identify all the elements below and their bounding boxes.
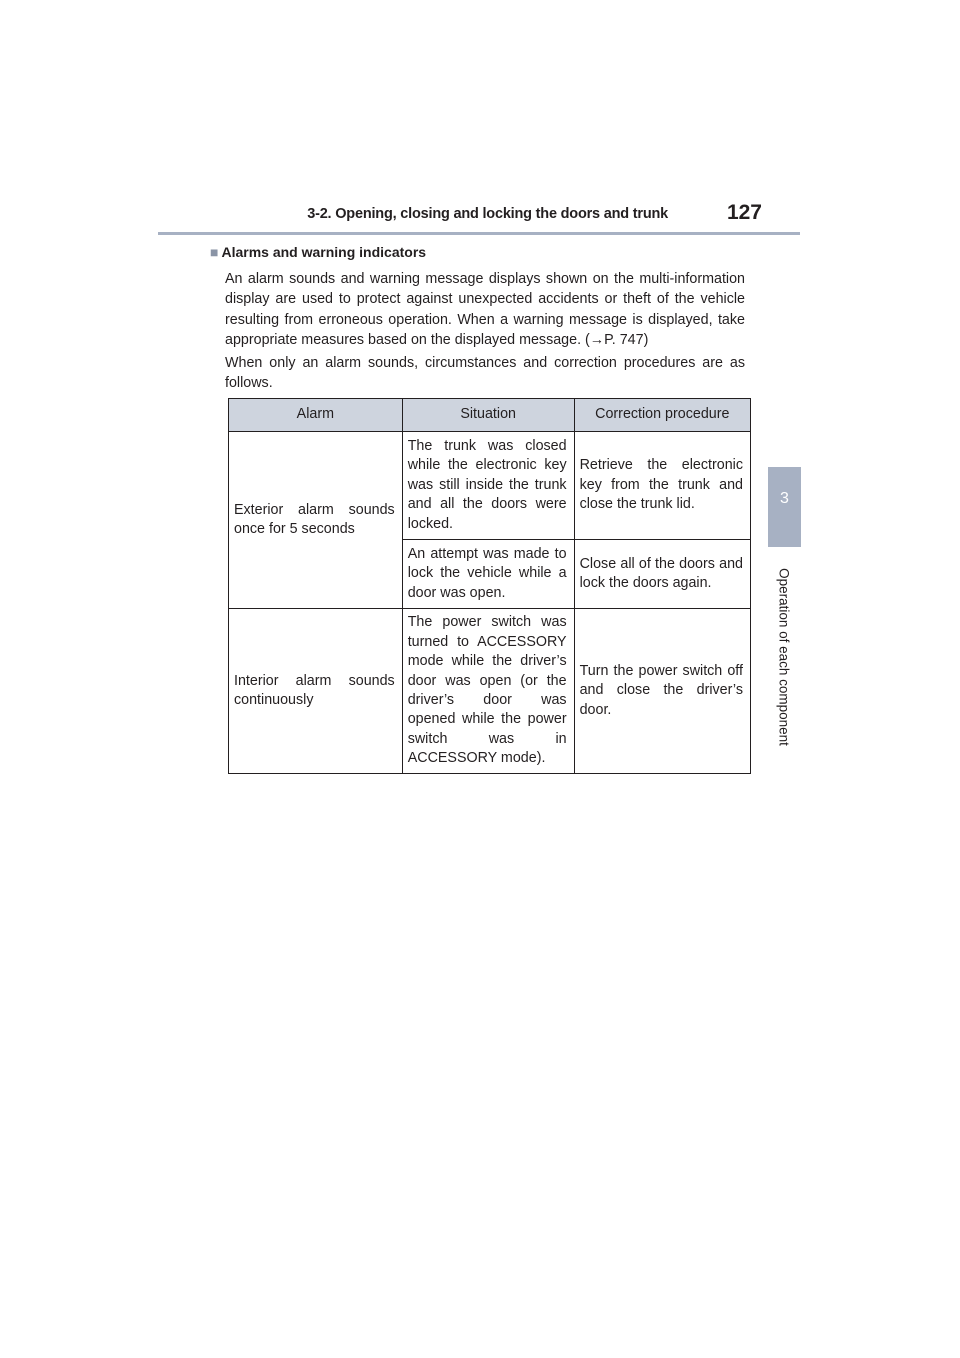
table-header-row <box>229 399 751 432</box>
chapter-title: Operation of each component <box>776 568 792 746</box>
alarm-only-paragraph: When only an alarm sounds, circumstances and correction procedures are as follows. <box>225 355 745 392</box>
situation-cell <box>402 432 574 540</box>
correction-text: Turn the power switch off and close the driver’s door. <box>579 662 743 718</box>
section-heading-text: Alarms and warning indicators <box>221 244 427 260</box>
correction-cell <box>574 609 750 774</box>
table-row <box>229 609 751 774</box>
intro-paragraph: An alarm sounds and warning message displays shown on the multi-information display are used to protect against unexpected accidents or theft of the vehicle resulting from erroneous operation. When a warning message is displayed, take appropriate measures based on the displayed message. (→P. 747) <box>225 271 745 349</box>
column-header-correction: Correction procedure <box>574 399 750 432</box>
header-divider <box>158 232 800 235</box>
correction-cell <box>574 540 750 609</box>
alarm-text: Exterior alarm sounds once for 5 seconds <box>234 501 395 537</box>
section-heading <box>210 244 426 260</box>
correction-text: Close all of the doors and lock the doors again. <box>579 555 743 591</box>
alarm-text: Interior alarm sounds continuously <box>234 672 395 708</box>
alarm-cell <box>229 432 403 609</box>
alarm-cell <box>229 609 403 774</box>
column-header-alarm: Alarm <box>229 399 403 432</box>
situation-text: The trunk was closed while the electronic key was still inside the trunk and all the doors were locked. <box>407 437 567 532</box>
situation-cell <box>402 540 574 609</box>
chapter-number: 3 <box>780 490 789 507</box>
situation-cell <box>402 609 574 774</box>
column-header-situation: Situation <box>402 399 574 432</box>
table-row <box>229 432 751 540</box>
section-header-title: 3-2. Opening, closing and locking the doors and trunk <box>307 206 668 222</box>
page-number: 127 <box>726 201 762 224</box>
situation-text: An attempt was made to lock the vehicle while a door was open. <box>407 545 567 601</box>
situation-text: The power switch was turned to ACCESSORY mode while the driver’s door was open (or the driver’s door was opened while the power switch was in ACCESSORY mode). <box>407 614 567 767</box>
heading-square-icon: ■ <box>210 244 219 260</box>
alarm-table <box>228 398 751 774</box>
correction-text: Retrieve the electronic key from the trunk and close the trunk lid. <box>579 457 743 513</box>
correction-cell <box>574 432 750 540</box>
